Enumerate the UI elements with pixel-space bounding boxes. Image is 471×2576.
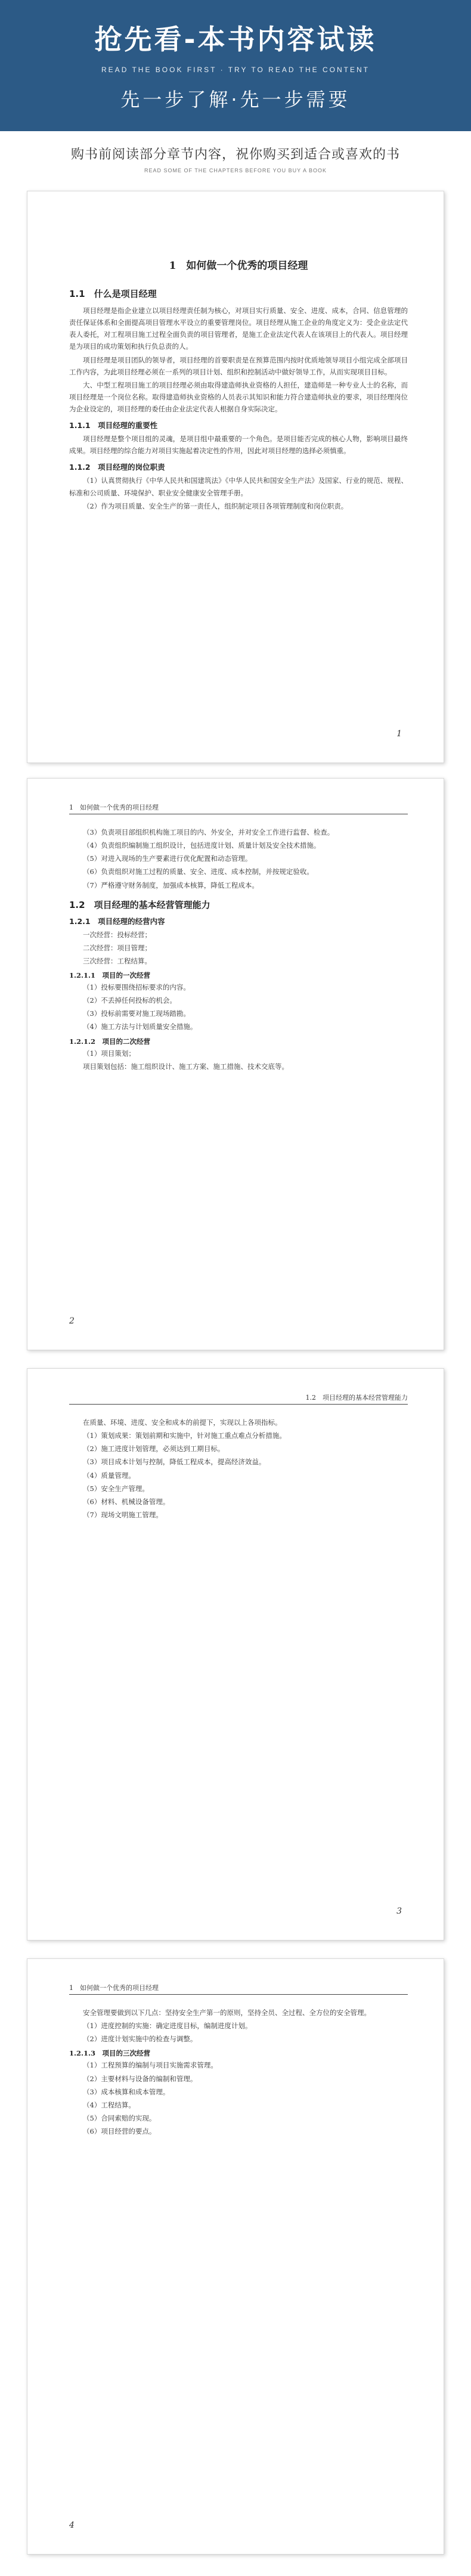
section-heading: 1.1 什么是项目经理 <box>69 289 157 299</box>
book-page-2 <box>27 778 444 1350</box>
paragraph: 项目经理是整个项目组的灵魂，是项目组中最重要的一个角色。是项目能否完成的核心人物，影响项目最终成果。项目经理的综合能力对项目实施起着决定性的作用，因此对项目经理的选择必须慎重。 <box>69 435 408 455</box>
paragraph: （3）成本核算和成本管理。 <box>83 2087 170 2096</box>
paragraph: （5）合同索赔的实现。 <box>83 2113 156 2122</box>
section-body <box>69 475 408 512</box>
subsection-heading: 1.2.1 项目经理的经营内容 <box>69 916 165 926</box>
intro-subtext: READ SOME OF THE CHAPTERS BEFORE YOU BUY A BOOK <box>144 168 327 173</box>
paragraph: （3）负责项目部组织机构施工项目的内、外安全，并对安全工作进行监督、检查。 <box>83 828 334 836</box>
section-heading: 1.2 项目经理的基本经营管理能力 <box>69 899 210 910</box>
intro-block <box>0 131 471 185</box>
paragraph: （1）项目策划； <box>83 1049 135 1058</box>
paragraph: 一次经营：投标经营； <box>83 930 151 939</box>
paragraph: 大、中型工程项目施工的项目经理必须由取得建造师执业资格的人担任，建造师是一种专业人士的名称，而项目经理是一个岗位名称。取得建造师执业资格的人员表示其知识和能力符合建造师执业的要求，项目经理岗位为企业设定的，项目经理的委任由企业法定代表人根据自身实际决定。 <box>69 380 408 413</box>
paragraph: （6）负责组织对施工过程的质量、安全、进度、成本控制，并按规定验收。 <box>83 867 314 876</box>
banner-subtitle: READ THE BOOK FIRST · TRY TO READ THE CONTENT <box>101 66 370 74</box>
running-head: 1 如何做一个优秀的项目经理 <box>69 802 408 814</box>
paragraph: （4）工程结算。 <box>83 2100 135 2109</box>
header-banner <box>0 0 471 131</box>
banner-title: 抢先看-本书内容试读 <box>94 23 377 55</box>
section-body <box>69 2059 408 2137</box>
page-number: 3 <box>396 1907 402 1916</box>
page-number: 2 <box>69 1316 75 1326</box>
paragraph: （2）不丢掉任何投标的机会。 <box>83 996 176 1005</box>
paragraph: （1）策划成果：策划前期和实施中，针对施工重点难点分析措施。 <box>83 1431 286 1440</box>
paragraph: 项目经理是指企业建立以项目经理责任制为核心，对项目实行质量、安全、进度、成本，合同、信息管理的责任保证体系和全面提高项目管理水平设立的重要管理岗位。项目经理从施工企业的角度定义为：受企业法定代表人委托，对工程项目施工过程全面负责的项目管理者，是施工企业法定代表人在该项目上的代表人。项目经理是为项目的成功策划和执行负总责的人。 <box>69 306 408 351</box>
minor-heading: 1.2.1.2 项目的二次经营 <box>69 1037 151 1046</box>
book-page-4 <box>27 1958 444 2555</box>
paragraph: 三次经营：工程结算。 <box>83 956 151 965</box>
intro-text: 购书前阅读部分章节内容，祝你购买到适合或喜欢的书 <box>70 147 400 162</box>
paragraph: （5）对进入现场的生产要素进行优化配置和动态管理。 <box>83 854 252 863</box>
section-body <box>69 1416 408 1521</box>
section-body <box>69 2007 408 2045</box>
section-body <box>69 981 408 1033</box>
page-number: 1 <box>396 729 402 739</box>
paragraph: （1）工程预算的编制与项目实施需求管理。 <box>83 2061 218 2070</box>
paragraph: 在质量、环境、进度、安全和成本的前提下，实现以上各项指标。 <box>83 1418 282 1427</box>
paragraph: （1）投标要围绕招标要求的内容。 <box>83 983 190 991</box>
banner-slogan: 先一步了解·先一步需要 <box>120 88 351 111</box>
paragraph: （3）投标前需要对施工现场踏勘。 <box>83 1009 190 1018</box>
book-page-1 <box>27 191 444 763</box>
section-body <box>69 1047 408 1072</box>
section-body <box>69 929 408 967</box>
paragraph: （2）主要材料与设备的编制和管理。 <box>83 2074 197 2083</box>
page-number: 4 <box>69 2521 75 2530</box>
paragraph: 项目策划包括：施工组织设计、施工方案、施工措施、技术交底等。 <box>83 1062 289 1071</box>
running-head: 1.2 项目经理的基本经营管理能力 <box>69 1393 408 1405</box>
paragraph: （4）质量管理。 <box>83 1471 135 1480</box>
paragraph: （2）施工进度计划管理，必须达到工期目标。 <box>83 1444 225 1453</box>
book-page-3 <box>27 1368 444 1940</box>
section-body <box>69 433 408 457</box>
paragraph: （5）安全生产管理。 <box>83 1484 149 1493</box>
minor-heading: 1.2.1.3 项目的三次经营 <box>69 2049 151 2058</box>
subsection-heading: 1.1.2 项目经理的岗位职责 <box>69 463 165 472</box>
paragraph: 安全管理要做到以下几点：坚持安全生产第一的原则，坚持全员、全过程、全方位的安全管理。 <box>83 2008 371 2017</box>
paragraph: 二次经营：项目管理； <box>83 943 151 952</box>
chapter-title: 1 如何做一个优秀的项目经理 <box>169 260 308 272</box>
paragraph: （1）认真贯彻执行《中华人民共和国建筑法》《中华人民共和国安全生产法》及国家、行业的规范、规程、标准和公司质量、环境保护、职业安全健康安全管理手册。 <box>69 476 408 497</box>
paragraph: （6）材料、机械设备管理。 <box>83 1497 170 1506</box>
paragraph: （4）施工方法与计划质量安全措施。 <box>83 1022 197 1031</box>
paragraph: （7）现场文明施工管理。 <box>83 1510 163 1519</box>
paragraph: （1）进度控制的实施：确定进度目标，编制进度计划。 <box>83 2022 252 2031</box>
minor-heading: 1.2.1.1 项目的一次经营 <box>69 971 151 979</box>
paragraph: （2）进度计划实施中的检查与调整。 <box>83 2035 197 2044</box>
paragraph: （4）负责组织编制施工组织设计，包括进度计划、质量计划及安全技术措施。 <box>83 841 321 850</box>
subsection-heading: 1.1.1 项目经理的重要性 <box>69 421 158 430</box>
running-head: 1 如何做一个优秀的项目经理 <box>69 1983 408 1995</box>
paragraph: （3）项目成本计划与控制，降低工程成本，提高经济效益。 <box>83 1458 266 1467</box>
paragraph: （7）严格遵守财务制度，加强成本核算，降低工程成本。 <box>83 881 259 889</box>
paragraph: （6）项目经营的要点。 <box>83 2127 156 2135</box>
paragraph: 项目经理是项目团队的领导者，项目经理的首要职责是在预算范围内按时优质地领导项目小组完成全部项目工作内容，为此项目经理必须在一系列的项目计划、组织和控制活动中做好领导工作，从而实现项目目标。 <box>69 355 408 376</box>
section-body <box>69 305 408 415</box>
paragraph: （2）作为项目质量、安全生产的第一责任人，组织制定项目各项管理制度和岗位职责。 <box>83 501 348 510</box>
section-body <box>69 826 408 891</box>
